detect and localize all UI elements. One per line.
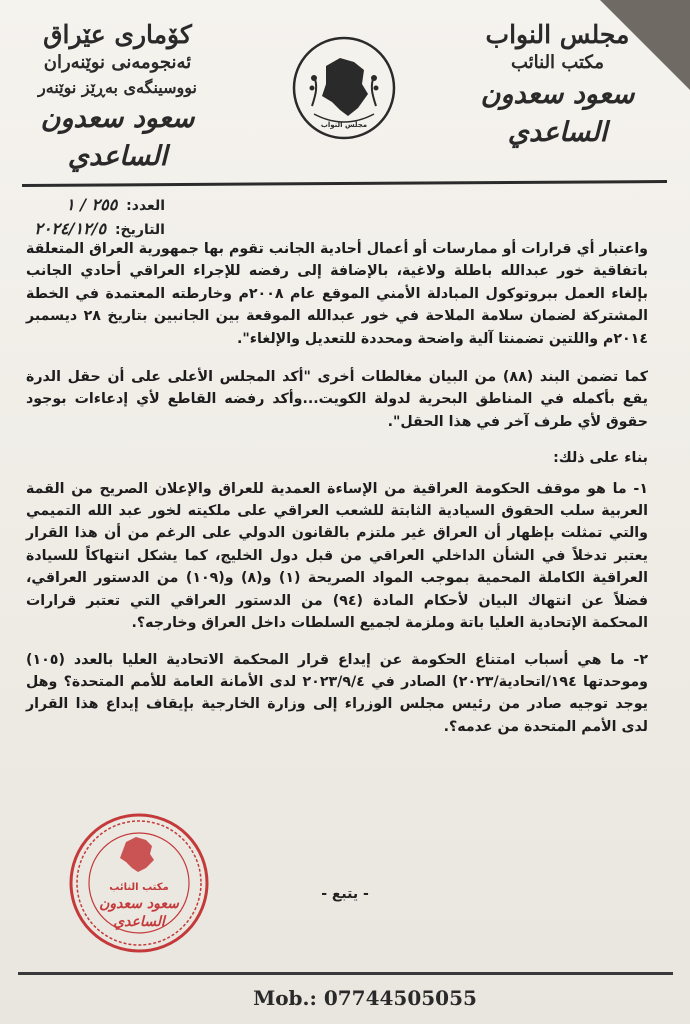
body-paragraph-clause: كما تضمن البند (٨٨) من البيان مغالطات أخرى "أكد المجلس الأعلى على أن حقل الدرة يقع بأكمله في المناطق البحرية لدولة الكويت...وأكد رفضه القاطع لأي إدعاءات بوجود حقوق لأي طرف آخر في هذا الحقل". [26, 369, 648, 430]
header-kurdish-parliament: ئەنجومەنی نوێنەران [43, 52, 192, 73]
parliament-emblem-logo [292, 36, 396, 140]
body-question-1: ١- ما هو موقف الحكومة العراقية من الإساءة العمدية للعراق والإعلان الصريح من القمة العربية سلب الحقوق السيادية الثابتة للشعب العراقي على ملكيته لخور عبد الله التميمي والتي تمثلت بإظهار أن العراق غير ملتزم بالقانون الدولي على الرغم من أن هذا القرار يعتبر تدخلاً في الشأن الداخلي العراقي من قبل دول الخليج، كما يشكل انتهاكاً للسيادة العراقية الكاملة المحمية بموجب المواد الصريحة (١) و(٨) و(١٠٩) من الدستور العراقي، فضلاً عن انتهاك البيان لأحكام المادة (٩٤) من الدستور العراقي التي تعتبر قرارات المحكمة الإتحادية العليا باتة وملزمة لجميع السلطات داخل العراق وخارجه؟. [26, 480, 648, 632]
header-kurdish-name: سعود سعدون الساعدي [40, 103, 195, 172]
header-kurdish-republic: كۆماری عێراق [43, 20, 192, 49]
letter-number-label: العدد: [126, 198, 165, 214]
stamp-line-3: الساعدي [113, 914, 165, 930]
letter-date-value: ٢٠٢٤/١٢/٥ [34, 219, 107, 238]
stamp-line-2: سعود سعدون [99, 896, 179, 912]
header-arabic-office: مكتب النائب [510, 52, 605, 73]
body-paragraph-intro: واعتبار أي قرارات أو ممارسات أو أعمال أحادية الجانب تقوم بها جمهورية العراق المتعلقة باتفاقية خور عبدالله باطلة ولاغية، بالإضافة إلى رفضه للإجراء العراقي أحادي الجانب بإلغاء العمل ببروتوكول المبادلة الأمني الموقع عام ٢٠٠٨م وخارطته المعتمدة في الخطة المشتركة لضمان سلامة الملاحة في خور عبدالله الموقعة بين الجانبين بتاريخ ٢٨ ديسمبر ٢٠١٤م واللتين تضمنتا آلية واضحة ومحددة للتعديل والإلغاء". [26, 241, 649, 347]
body-question-2: ٢- ما هي أسباب امتناع الحكومة عن إيداع قرار المحكمة الاتحادية العليا بالعدد (١٠٥) وموحدتها ١٩٤/اتحادية/٢٠٢٣) الصادر في ٢٠٢٣/٩/٤ لدى الأمانة العامة للأمم المتحدة؟ وهل يوجد توجيه صادر من رئيس مجلس الوزراء إلى وزارة الخارجية بإيقاف إيداع هذا القرار لدى الأمم المتحدة من عدمه؟. [26, 651, 648, 735]
emblem-label: مجلس النواب [320, 121, 368, 129]
header-divider [22, 180, 667, 187]
letter-number-row [20, 193, 165, 217]
stamp-line-1: مكتب النائب [109, 882, 169, 893]
letter-number-value: ٢٥٥ / ١ [65, 195, 118, 214]
footer-mobile-number: Mob.: 07744505055 [253, 986, 477, 1010]
continued-marker: - يتبع - [321, 886, 369, 902]
footer-divider [18, 972, 673, 975]
letter-meta [20, 193, 165, 241]
header-kurdish [20, 20, 215, 176]
header-arabic-parliament: مجلس النواب [485, 20, 630, 49]
stamp-iraq-map-icon [120, 837, 154, 872]
office-stamp [68, 812, 210, 954]
header-kurdish-office: نووسینگەی بەڕێز نوێنەر [38, 78, 197, 97]
iraq-map-icon [322, 58, 368, 116]
header-arabic-name: سعود سعدون الساعدي [480, 79, 635, 148]
letter-body [26, 238, 648, 752]
body-subheading: بناء على ذلك: [553, 450, 648, 467]
header-arabic [460, 20, 655, 152]
letter-date-label: التاريخ: [114, 222, 165, 238]
